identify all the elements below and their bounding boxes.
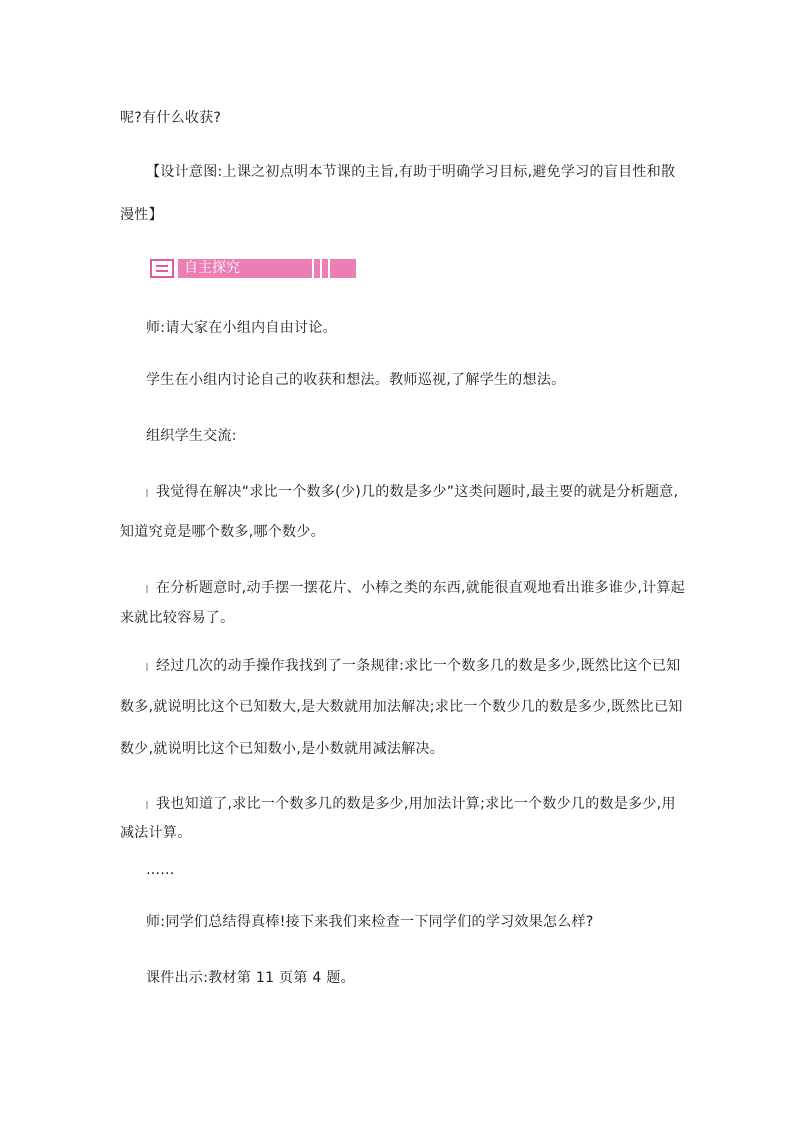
bullet-mark [146,489,148,497]
student-response-text: 我觉得在解决“求比一个数多(少)几的数是多少”这类问题时,最主要的就是分析题意, [156,484,679,500]
paragraph-text: 呢?有什么收获? [120,110,222,126]
student-response-3-cont: 数多,就说明比这个已知数大,是大数就用加法解决;求比一个数少几的数是多少,既然比已知 [120,699,683,715]
student-response-4-cont: 减法计算。 [120,825,192,841]
ellipsis: …… [146,862,175,878]
courseware-note: 课件出示:教材第 11 页第 4 题。 [146,970,355,986]
teacher-instruction: 师:请大家在小组内自由讨论。 [146,320,337,336]
student-response-text: 经过几次的动手操作我找到了一条规律:求比一个数多几的数是多少,既然比这个已知 [156,658,681,674]
student-response-3 [146,656,681,676]
section-header [150,258,334,280]
student-response-2-cont: 来就比较容易了。 [120,610,235,626]
student-response-3-cont: 数少,就说明比这个已知数小,是小数就用减法解决。 [120,741,445,757]
paragraph-text: 学生在小组内讨论自己的收获和想法。教师巡视,了解学生的想法。 [146,372,566,388]
teacher-remark: 师:同学们总结得真棒!接下来我们来检查一下同学们的学习效果怎么样? [146,914,594,930]
design-intent-line-2: 漫性】 [120,207,163,223]
student-response-text: 在分析题意时,动手摆一摆花片、小棒之类的东西,就能很直观地看出谁多谁少,计算起 [156,580,686,596]
bullet-mark [146,585,148,593]
design-intent-line-1: 【设计意图:上课之初点明本节课的主旨,有助于明确学习目标,避免学习的盲目性和散 [146,164,676,180]
student-response-text: 我也知道了,求比一个数多几的数是多少,用加法计算;求比一个数少几的数是多少,用 [156,796,676,812]
section-number-icon [150,259,174,278]
paragraph-text: 组织学生交流: [146,428,237,444]
section-title: 自主探究 [184,260,240,276]
bullet-mark [146,663,148,671]
bullet-mark [146,801,148,809]
student-response-1-cont: 知道究竟是哪个数多,哪个数少。 [120,524,325,540]
student-response-1 [146,482,678,502]
student-response-4 [146,794,676,814]
student-response-2 [146,578,685,598]
